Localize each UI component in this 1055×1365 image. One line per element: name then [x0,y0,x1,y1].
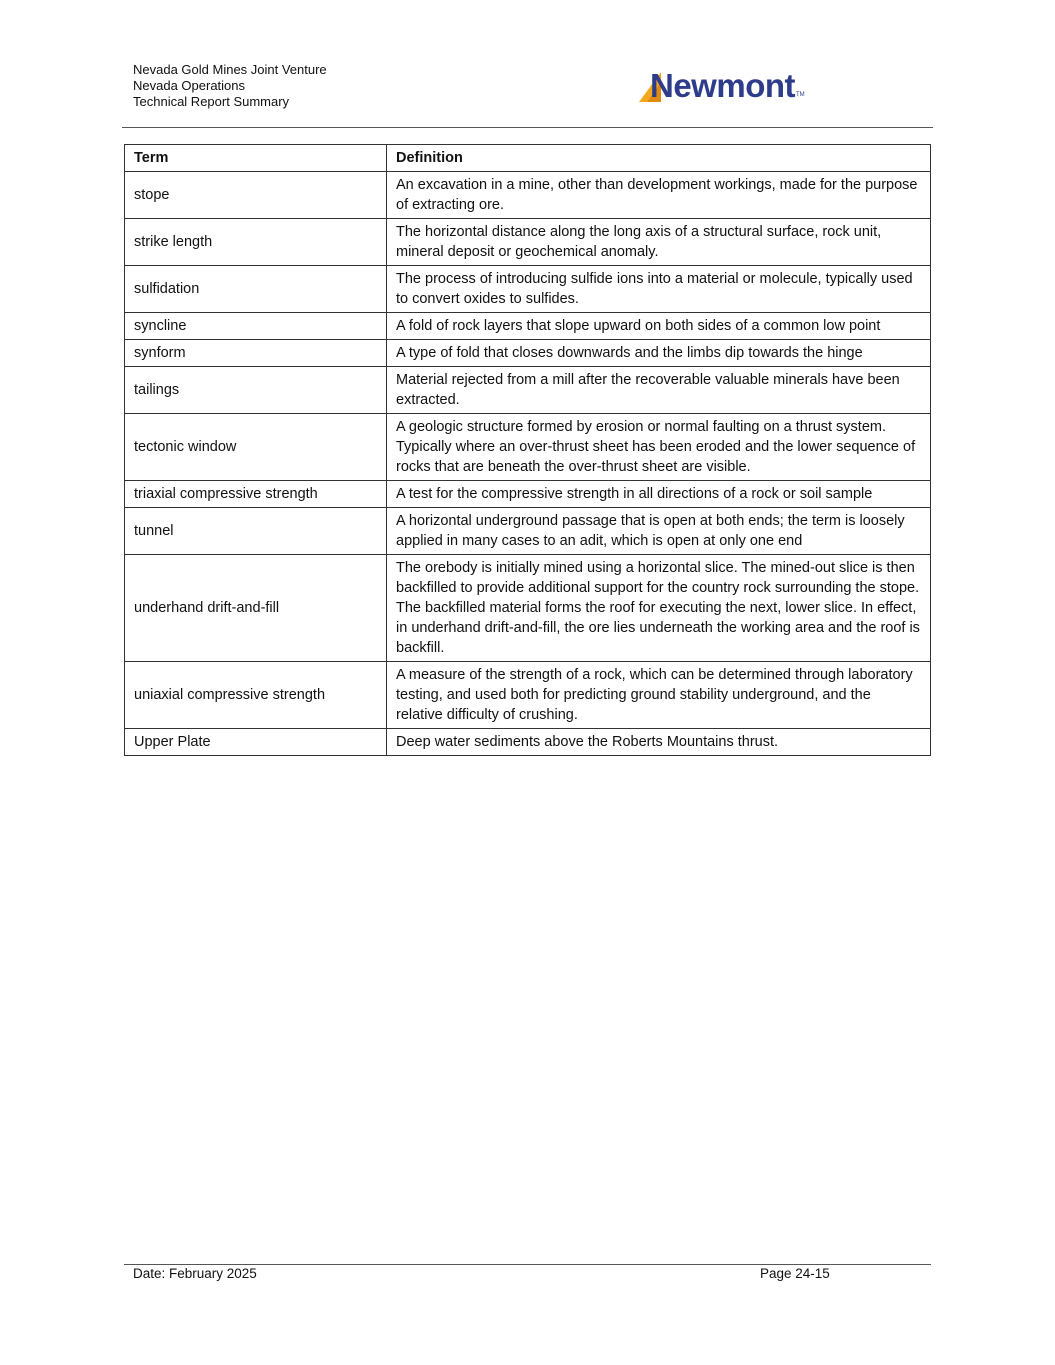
table-row [125,481,931,508]
definition-cell: A measure of the strength of a rock, which can be determined through laboratory testing, and used both for predicting ground stability underground, and the relative difficulty of crushing. [387,662,931,729]
definition-cell: A geologic structure formed by erosion or normal faulting on a thrust system. Typically where an over-thrust sheet has been eroded and the lower sequence of rocks that are beneath the over-thrust sheet are visible. [387,414,931,481]
definition-cell: The process of introducing sulfide ions into a material or molecule, typically used to convert oxides to sulfides. [387,266,931,313]
definition-cell: The orebody is initially mined using a horizontal slice. The mined-out slice is then backfilled to provide additional support for the country rock surrounding the stope. The backfilled material forms the roof for executing the next, lower slice. In effect, in underhand drift-and-fill, the ore lies underneath the working area and the roof is backfill. [387,555,931,662]
term-cell: tailings [125,367,387,414]
term-cell: sulfidation [125,266,387,313]
term-cell: syncline [125,313,387,340]
document-header [133,62,327,110]
term-cell: stope [125,172,387,219]
table-row [125,414,931,481]
table-row [125,219,931,266]
column-header-term: Term [125,145,387,172]
table-row [125,266,931,313]
table-row [125,555,931,662]
header-operation: Nevada Operations [133,78,246,93]
table-row [125,662,931,729]
header-company: Nevada Gold Mines Joint Venture [133,62,327,77]
footer-date: Date: February 2025 [133,1266,257,1281]
term-cell: synform [125,340,387,367]
glossary-table [124,144,931,756]
table-row [125,729,931,756]
table-row [125,340,931,367]
footer-page-number: Page 24-15 [760,1266,830,1281]
header-report-title: Technical Report Summary [133,94,290,109]
table-row [125,508,931,555]
table-row [125,367,931,414]
table-header-row [125,145,931,172]
logo-trademark: TM [796,92,805,98]
term-cell: triaxial compressive strength [125,481,387,508]
definition-cell: A type of fold that closes downwards and the limbs dip towards the hinge [387,340,931,367]
newmont-logo [639,66,805,102]
term-cell: uniaxial compressive strength [125,662,387,729]
definition-cell: A fold of rock layers that slope upward on both sides of a common low point [387,313,931,340]
table-row [125,172,931,219]
table-row [125,313,931,340]
definition-cell: The horizontal distance along the long axis of a structural surface, rock unit, mineral deposit or geochemical anomaly. [387,219,931,266]
footer-divider [124,1264,931,1265]
header-divider [122,127,933,128]
logo-wordmark: Newmont [650,67,795,104]
term-cell: strike length [125,219,387,266]
term-cell: tectonic window [125,414,387,481]
term-cell: underhand drift-and-fill [125,555,387,662]
definition-cell: A test for the compressive strength in all directions of a rock or soil sample [387,481,931,508]
column-header-definition: Definition [387,145,931,172]
term-cell: tunnel [125,508,387,555]
definition-cell: Material rejected from a mill after the recoverable valuable minerals have been extracted. [387,367,931,414]
term-cell: Upper Plate [125,729,387,756]
definition-cell: A horizontal underground passage that is open at both ends; the term is loosely applied in many cases to an adit, which is open at only one end [387,508,931,555]
definition-cell: Deep water sediments above the Roberts Mountains thrust. [387,729,931,756]
definition-cell: An excavation in a mine, other than development workings, made for the purpose of extracting ore. [387,172,931,219]
